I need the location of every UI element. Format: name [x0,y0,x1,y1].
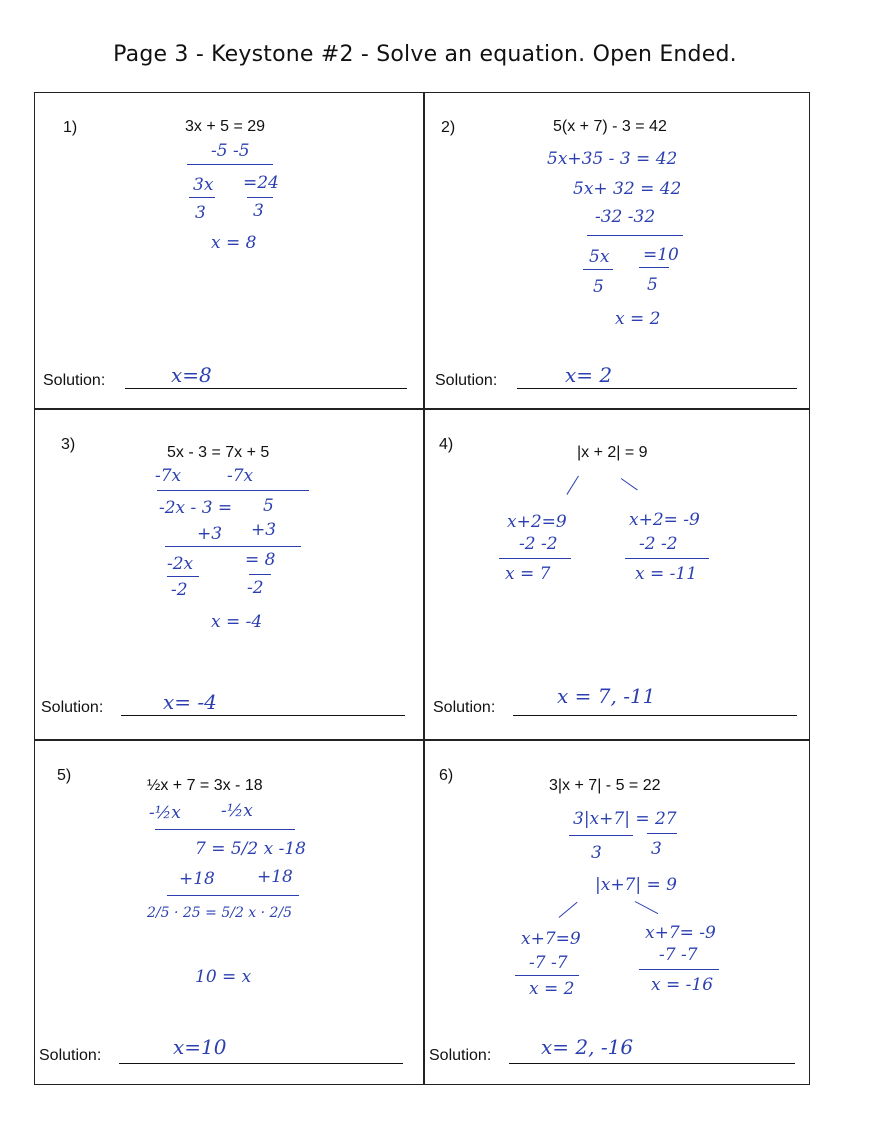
work-rule [165,546,301,547]
problem-2 [425,93,811,408]
solution-label: Solution: [435,372,498,389]
work-rule [187,164,273,165]
fraction-bar [249,574,271,575]
solution-label: Solution: [433,699,496,716]
work-line: 5x [589,247,610,267]
work-line: =10 [643,245,679,265]
work-line: +3 [197,524,223,544]
work-line: 3|x+7| = 27 [573,809,677,829]
problem-equation: 5x - 3 = 7x + 5 [167,444,270,461]
work-rule [167,895,299,896]
work-line: x+2= -9 [629,510,700,530]
problem-number: 2) [441,119,456,136]
work-line: -½x [149,803,181,823]
solution-label: Solution: [39,1047,102,1064]
branch-left [559,902,578,918]
problem-3 [35,410,423,739]
work-line: x = -4 [211,612,263,632]
fraction-bar [647,833,677,834]
page-title: Page 3 - Keystone #2 - Solve an equation. Open Ended. [113,42,737,67]
solution-label: Solution: [43,372,106,389]
work-line: 3x [193,175,214,195]
problem-grid [34,92,810,1085]
work-line: -7 -7 [659,945,698,965]
problem-equation: 3|x + 7| - 5 = 22 [549,777,661,794]
work-line: -2 -2 [639,534,678,554]
fraction-bar [247,197,273,198]
solution-line [125,388,407,389]
branch-right [621,478,638,491]
work-rule [587,235,683,236]
work-line: 10 = x [195,967,252,987]
problem-1 [35,93,423,408]
work-line: x = 2 [529,979,575,999]
problem-number: 6) [439,767,454,784]
solution-answer: x= 2 [565,363,613,387]
solution-line [517,388,797,389]
work-line: =24 [243,173,279,193]
problem-number: 5) [57,767,72,784]
work-line: -½x [221,801,253,821]
fraction-bar [583,269,613,270]
work-line: x+7=9 [521,929,581,949]
work-line: x = -16 [651,975,714,995]
work-line: 5x+35 - 3 = 42 [547,149,678,169]
work-line: -32 -32 [595,207,656,227]
solution-line [509,1063,795,1064]
problem-5 [35,741,423,1084]
work-line: -7x [155,466,182,486]
work-line: +18 [179,869,215,889]
work-rule [155,829,295,830]
work-line: -2x - 3 = [159,498,233,518]
work-line: = 8 [245,550,276,570]
work-line: 2/5 · 25 = 5/2 x · 2/5 [147,905,293,921]
problem-equation: 3x + 5 = 29 [185,118,266,135]
work-line: -2 [171,580,188,600]
fraction-bar [189,197,215,198]
problem-equation: |x + 2| = 9 [577,444,648,461]
work-line: x = 2 [615,309,661,329]
branch-right [635,901,659,914]
work-line: 3 [195,203,206,223]
fraction-bar [639,267,669,268]
work-line: 7 = 5/2 x -18 [195,839,306,859]
solution-line [119,1063,403,1064]
problem-number: 1) [63,119,78,136]
solution-answer: x= -4 [163,690,217,714]
problem-equation: ½x + 7 = 3x - 18 [147,777,263,794]
work-line: x = 7 [505,564,551,584]
work-line: x = -11 [635,564,698,584]
solution-label: Solution: [41,699,104,716]
problem-6 [425,741,811,1084]
work-rule [625,558,709,559]
problem-4 [425,410,811,739]
solution-line [121,715,405,716]
work-rule [499,558,571,559]
work-line: -2 [247,578,264,598]
work-rule [639,969,719,970]
problem-number: 4) [439,436,454,453]
work-line: 3 [651,839,662,859]
fraction-bar [167,576,199,577]
work-rule [515,975,579,976]
solution-answer: x=10 [173,1035,227,1059]
branch-left [566,476,579,495]
work-line: +3 [251,520,277,540]
work-rule [157,490,309,491]
work-line: |x+7| = 9 [595,875,677,895]
solution-answer: x = 7, -11 [557,684,656,708]
work-line: 5 [263,496,274,516]
work-line: +18 [257,867,293,887]
solution-answer: x= 2, -16 [541,1035,634,1059]
problem-number: 3) [61,436,76,453]
work-line: x+2=9 [507,512,567,532]
work-line: -2x [167,554,194,574]
work-line: -7x [227,466,254,486]
work-line: -2 -2 [519,534,558,554]
fraction-bar [569,835,633,836]
solution-line [513,715,797,716]
problem-equation: 5(x + 7) - 3 = 42 [553,118,667,135]
work-line: 5 [593,277,604,297]
work-line: 3 [591,843,602,863]
work-line: 5 [647,275,658,295]
work-line: 3 [253,201,264,221]
solution-answer: x=8 [171,363,212,387]
solution-label: Solution: [429,1047,492,1064]
work-line: x = 8 [211,233,257,253]
work-line: -5 -5 [211,141,250,161]
work-line: 5x+ 32 = 42 [573,179,682,199]
work-line: x+7= -9 [645,923,716,943]
work-line: -7 -7 [529,953,568,973]
